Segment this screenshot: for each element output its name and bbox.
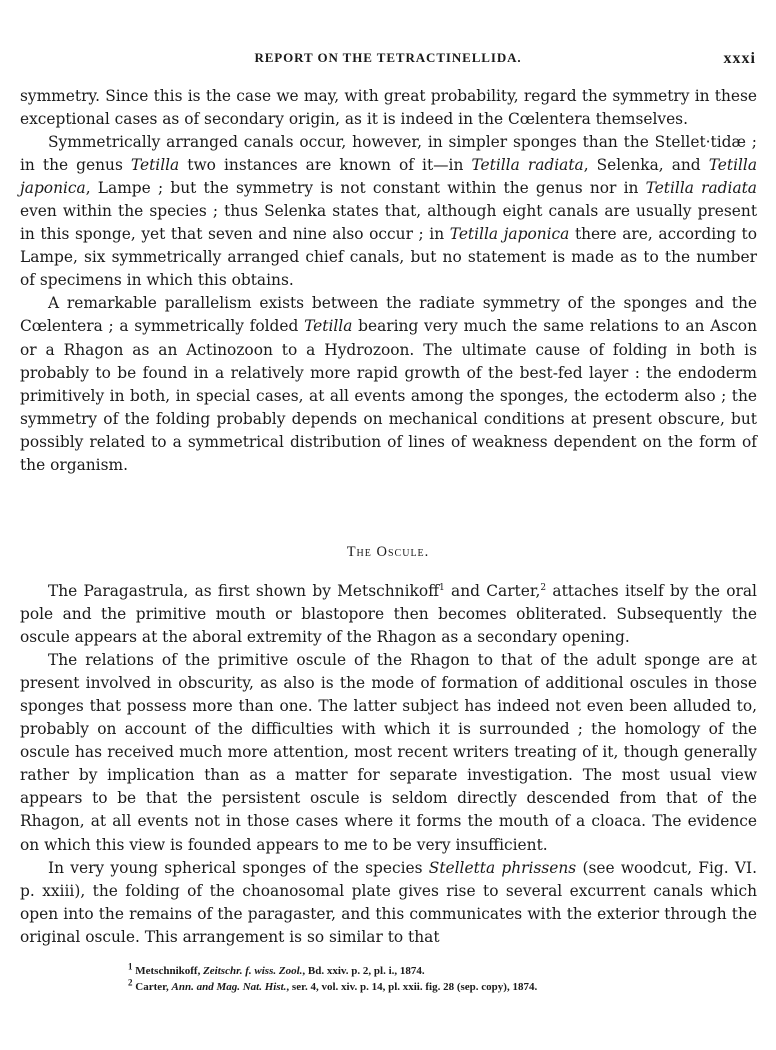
- running-header: [0, 50, 776, 70]
- section-heading: The Oscule.: [346, 544, 430, 560]
- footnotes: [128, 963, 748, 995]
- paragraph-young-sponges: In very young spherical sponges of the species Stelletta phrissens (see woodcut, Fig. VI. p. xxiii), the folding of the choanosomal plate gives rise to several excurrent canals which open into the remains of the paragaster, and this communicates with the exterior through the original oscule. This arrangement is so similar to that: [20, 858, 757, 946]
- paragraph-parallelism: A remarkable parallelism exists between the radiate symmetry of the sponges and the Cœlentera ; a symmetrically folded Tetilla bearing very much the same relations to an Ascon or a Rhagon as an Actinozoon to a Hydrozoon. The ultimate cause of folding in both is probably to be found in a relatively more rapid growth of the best-fed layer : the endoderm primitively in both, in special cases, at all events among the sponges, the ectoderm also ; the symmetry of the folding probably depends on mechanical conditions at present obscure, but possibly related to a symmetrical distribution of lines of weakness dependent on the form of the organism.: [20, 294, 757, 474]
- paragraph-symmetrical-canals: Symmetrically arranged canals occur, however, in simpler sponges than the Stellet·tidæ ; in the genus Tetilla two instances are known of it—in Tetilla radiata, Selenka, and Tetilla japonica, Lampe ; but the symmetry is not constant within the genus nor in Tetilla radiata even within the species ; thus Selenka states that, although eight canals are usually present in this sponge, yet that seven and nine also occur ; in Tetilla japonica there are, according to Lampe, six symmetrically arranged chief canals, but no statement is made as to the number of specimens in which this obtains.: [20, 133, 758, 290]
- paragraph-primitive-oscule: The relations of the primitive oscule of the Rhagon to that of the adult sponge are at present involved in obscurity, as also is the mode of formation of additional oscules in those sponges that possess more than one. The latter subject has indeed not even been alluded to, probably on account of the difficulties with which it is surrounded ; the homology of the oscule has received much more attention, most recent writers treating of it, though generally rather by implication than as a matter for separate investigation. The most usual view appears to be that the persistent oscule is seldom directly descended from that of the Rhagon, at all events not in those cases where it forms the mouth of a cloaca. The evidence on which this view is founded appears to me to be very insufficient.: [20, 651, 757, 854]
- footnote-2: $^2$ Carter, Ann. and Mag. Nat. Hist., ser. 4, vol. xiv. p. 14, pl. xxii. fig. 28 (sep. copy), 1874.: [128, 977, 538, 993]
- paragraph-paragastrula: The Paragastrula, as first shown by Metschnikoff$^1$ and Carter,$^2$ attaches itself by the oral pole and the primitive mouth or blastopore then becomes obliterated. Subsequently the oscule appears at the aboral extremity of the Rhagon as a secondary opening.: [20, 582, 757, 647]
- section-oscule: [20, 580, 757, 949]
- running-title: REPORT ON THE TETRACTINELLIDA.: [254, 50, 522, 65]
- page-number: xxxi: [723, 50, 756, 67]
- footnote-ref-2[interactable]: 2: [540, 582, 547, 593]
- footnote-1: $^1$ Metschnikoff, Zeitschr. f. wiss. Zool., Bd. xxiv. p. 2, pl. i., 1874.: [128, 961, 425, 977]
- footnote-ref-1[interactable]: 1: [439, 582, 445, 593]
- paragraph-continued: symmetry. Since this is the case we may, with great probability, regard the symmetry in these exceptional cases as of secondary origin, as it is indeed in the Cœlentera themselves.: [20, 87, 757, 129]
- section-symmetry: [20, 85, 757, 477]
